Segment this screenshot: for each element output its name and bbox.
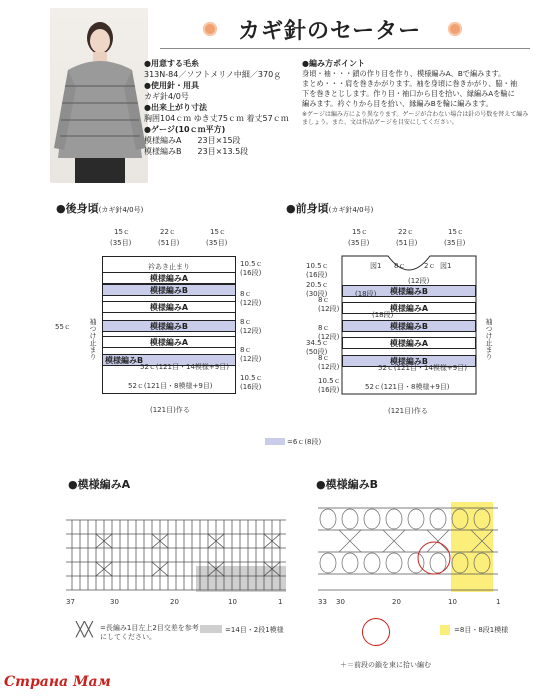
yarn-heading: ●用意する毛糸 xyxy=(144,59,199,68)
pattern-a-x: 30 xyxy=(110,598,119,606)
front-left-dims: 10.5ｃ (16段) 20.5ｃ (30段) 34.5ｃ (50段) xyxy=(306,262,329,356)
front-neck: 8ｃ xyxy=(394,262,406,270)
front-band: 模様編みA xyxy=(342,302,476,314)
back-top-cm: 15ｃ xyxy=(114,228,130,236)
points-line: 編みます。衿ぐりから目を拾い、縁編みBを輪に編みます。 xyxy=(302,99,493,108)
front-neck: 図1 xyxy=(440,262,452,270)
back-band: 模様編みA xyxy=(102,272,236,284)
back-band: 模様編みB xyxy=(102,284,236,296)
pattern-a-x: 10 xyxy=(228,598,237,606)
pattern-b-x: 33 xyxy=(318,598,327,606)
back-inc1: 52ｃ(121目・14模様+9目) xyxy=(140,363,229,371)
back-top-st: (35目) xyxy=(110,239,132,247)
back-top-cm: 22ｃ xyxy=(160,228,176,236)
back-band: 模様編みA xyxy=(102,336,236,348)
front-right-dims: 8ｃ (12段) 8ｃ (12段) 8ｃ (12段) 10.5ｃ (16段) xyxy=(318,296,341,394)
points-heading: ●編み方ポイント xyxy=(302,59,365,68)
back-heading: ●後身頃(カギ針4/0号) xyxy=(56,202,144,215)
front-band: 模様編みB xyxy=(342,320,476,332)
gauge-a: 模様編みA 23目×15段 xyxy=(144,136,241,145)
front-needle: (カギ針4/0号) xyxy=(328,206,374,214)
front-neck: 図1 xyxy=(370,262,382,270)
back-neck-label: 衿あき止まり xyxy=(148,263,190,271)
points-block xyxy=(302,58,530,127)
back-right-dims: 10.5ｃ (16段) 8ｃ (12段) 8ｃ (12段) 8ｃ (12段) 10.5ｃ (16段) xyxy=(240,260,263,391)
back-band: 模様編みB xyxy=(102,354,236,366)
back-top-st: (35目) xyxy=(206,239,228,247)
front-band: 模様編みA xyxy=(342,337,476,349)
points-note: ましょう。また、文は作品ゲージを目安にしてください。 xyxy=(302,119,458,126)
back-band: 模様編みA xyxy=(102,301,236,313)
front-bottom: (121目)作る xyxy=(388,407,428,415)
legend-swatch xyxy=(265,438,285,445)
pattern-b-x: 1 xyxy=(496,598,501,606)
points-line: 下を巻きとじします。作り目・袖口から目を拾い、縁編みAを輪に xyxy=(302,89,515,98)
pattern-b-x: 30 xyxy=(336,598,345,606)
back-side: 袖つけ止まり xyxy=(89,318,97,360)
size-heading: ●出来上がり寸法 xyxy=(144,103,207,112)
tools-text: カギ針4/0号 xyxy=(144,92,189,101)
pattern-b-x: 10 xyxy=(448,598,457,606)
pattern-b-key: =8目・8段1模様 xyxy=(454,626,509,634)
back-inc2: 52ｃ(121目・8模様+9目) xyxy=(128,382,213,390)
back-top-cm: 15ｃ xyxy=(210,228,226,236)
front-side: 袖つけ止まり xyxy=(485,318,493,360)
cross-stitch-icon: ╳╳ xyxy=(76,622,93,638)
pattern-a-key1: =長編み1目左上2目交差を参考にしてください。 xyxy=(100,624,199,641)
pattern-a-x: 37 xyxy=(66,598,75,606)
pattern-b-x: 20 xyxy=(392,598,401,606)
gauge-heading: ●ゲージ(10ｃｍ平方) xyxy=(144,125,226,134)
points-note: ※ゲージは編み方により異なります。ゲージが合わない場合は針の号数を替えて編み xyxy=(302,111,529,118)
watermark: Страна Мам xyxy=(4,674,111,690)
front-top-cm: 22ｃ xyxy=(398,228,414,236)
points-line: 身頃・袖・・・鎖の作り目を作り、模様編みA、Bで編みます。 xyxy=(302,69,506,78)
front-band: 模様編みB xyxy=(342,285,476,297)
legend-label: =6ｃ(8段) xyxy=(287,438,322,446)
model-photo xyxy=(50,8,148,183)
back-height: 55ｃ xyxy=(55,323,71,331)
front-top-st: (35目) xyxy=(444,239,466,247)
front-top-cm: 15ｃ xyxy=(352,228,368,236)
back-needle: (カギ針4/0号) xyxy=(98,206,144,214)
front-band: 模様編みB xyxy=(342,355,476,367)
front-rows: (18段) xyxy=(372,311,394,319)
front-heading: ●前身頃(カギ針4/0号) xyxy=(286,202,374,215)
pattern-b-chart xyxy=(318,500,508,598)
flower-icon xyxy=(448,22,462,36)
front-rows: (12段) xyxy=(408,277,430,285)
pattern-a-x: 1 xyxy=(278,598,283,606)
front-rows: (18段) xyxy=(355,290,377,298)
back-band: 模様編みB xyxy=(102,320,236,332)
pattern-b-swatch xyxy=(440,625,450,635)
points-line: まとめ・・・肩を巻きかがります。袖を身頃に巻きかがり、脇・袖 xyxy=(302,79,518,88)
pattern-b-heading: ●模様編みB xyxy=(316,478,378,491)
page-title: カギ針のセーター xyxy=(238,19,422,44)
back-bottom: (121目)作る xyxy=(150,406,190,414)
front-top-cm: 15ｃ xyxy=(448,228,464,236)
pattern-a-chart xyxy=(66,508,290,600)
gauge-b: 模様編みB 23目×13.5段 xyxy=(144,147,249,156)
tools-heading: ●使用針・用具 xyxy=(144,81,199,90)
bottom-note: ＋＝前段の鎖を束に拾い編む xyxy=(340,661,431,669)
detail-circle-icon xyxy=(362,618,390,646)
pattern-a-swatch xyxy=(200,625,222,633)
title-rule xyxy=(160,48,530,49)
size-text: 胸囲104ｃｍ ゆき丈75ｃｍ 着丈57ｃｍ xyxy=(144,114,289,123)
pattern-a-heading: ●模様編みA xyxy=(68,478,131,491)
front-inc1: 52ｃ(121目・14模様+9目) xyxy=(378,364,467,372)
yarn-text: 313N-84／ソフトメリノ中細／370ｇ xyxy=(144,70,282,79)
back-top-st: (51目) xyxy=(158,239,180,247)
materials-block xyxy=(144,58,294,157)
front-neck: 2ｃ xyxy=(424,262,436,270)
front-top-st: (35目) xyxy=(348,239,370,247)
pattern-a-key2: =14目・2段1模様 xyxy=(225,626,284,634)
front-inc2: 52ｃ(121目・8模様+9目) xyxy=(365,383,450,391)
flower-icon xyxy=(203,22,217,36)
pattern-a-x: 20 xyxy=(170,598,179,606)
front-top-st: (51目) xyxy=(396,239,418,247)
